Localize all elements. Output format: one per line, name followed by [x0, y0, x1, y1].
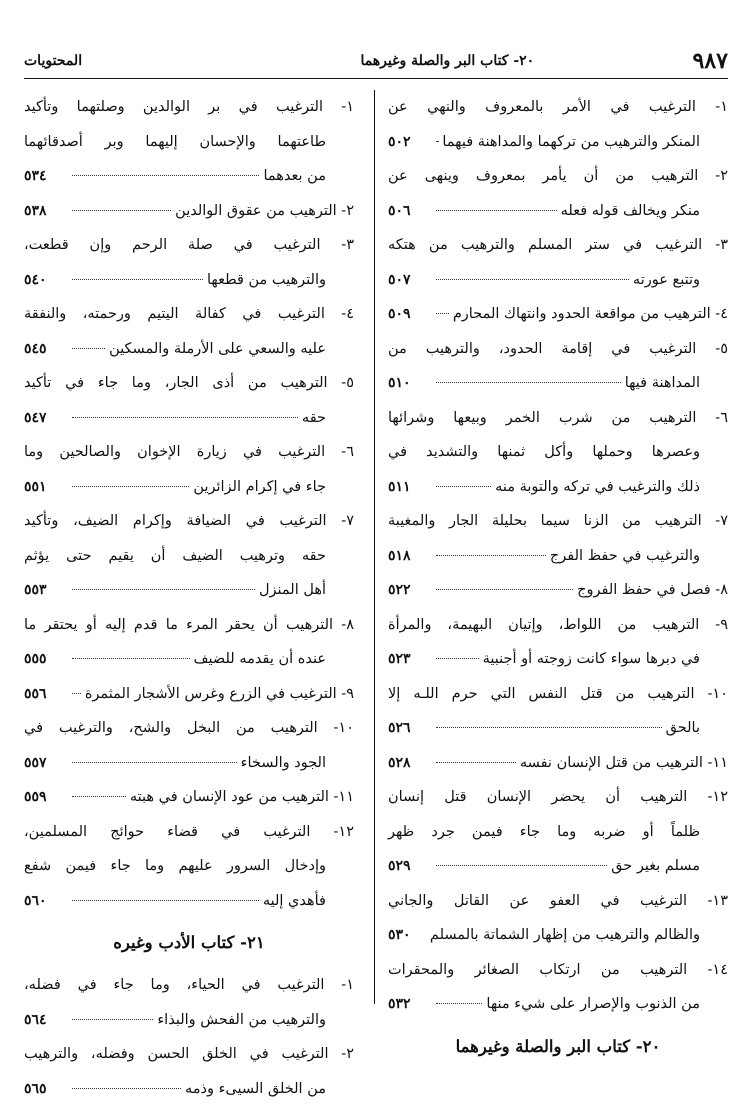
toc-entry-text: ١- الترغيب في الأمر بالمعروف والنهي عن: [388, 90, 728, 125]
toc-entry[interactable]: [24, 504, 354, 608]
toc-entry[interactable]: [388, 159, 728, 228]
toc-entry-line: [388, 332, 728, 367]
toc-entry[interactable]: [24, 711, 354, 780]
toc-entry-line: [388, 297, 728, 332]
toc-entry-text: والترهيب من الفحش والبذاء: [157, 1003, 326, 1038]
toc-entry[interactable]: [388, 953, 728, 1022]
section-heading-birr: ٢٠- كتاب البر والصلة وغيرهما: [388, 1022, 728, 1072]
toc-page-number: ٥٣٨: [24, 194, 68, 229]
toc-entry[interactable]: [388, 504, 728, 573]
toc-entry-line: [24, 711, 354, 746]
dot-leader: [436, 486, 491, 487]
toc-entry-line: [388, 573, 728, 608]
toc-entry-line: [388, 435, 728, 470]
toc-entry-text: ٣- الترغيب في صلة الرحم وإن قطعت،: [24, 228, 354, 263]
toc-entry-text: فأهدي إليه: [263, 884, 326, 919]
toc-entry[interactable]: [24, 297, 354, 366]
dot-leader: [436, 555, 546, 556]
toc-entry[interactable]: [388, 780, 728, 884]
toc-entry-text: ٨- فصل في حفظ الفروج: [577, 573, 728, 608]
toc-page-number: ٥٤٠: [24, 263, 68, 298]
toc-entry-text: ٥- الترغيب في إقامة الحدود، والترهيب من: [388, 332, 728, 367]
toc-page-number: ٥٤٧: [24, 401, 68, 436]
toc-entry-text: ظلماً أو ضربه وما جاء فيمن جرد ظهر: [388, 815, 700, 850]
dot-leader: [436, 727, 662, 728]
toc-entry-line: [388, 780, 728, 815]
dot-leader: [436, 141, 438, 142]
dot-leader: [72, 658, 190, 659]
dot-leader: [72, 279, 203, 280]
toc-entry-text: ٤- الترغيب في كفالة اليتيم ورحمته، والنفقة: [24, 297, 354, 332]
dot-leader: [436, 865, 607, 866]
toc-page-number: ٥٠٧: [388, 263, 432, 298]
toc-entry-text: الجود والسخاء: [241, 746, 326, 781]
toc-entry[interactable]: [388, 228, 728, 297]
toc-entry[interactable]: [388, 677, 728, 746]
toc-entry-text: وتتبع عورته: [633, 263, 700, 298]
toc-page-number: ٥٥٥: [24, 642, 68, 677]
toc-entry-line: [24, 1037, 354, 1072]
toc-page-number: ٥١٠: [388, 366, 432, 401]
dot-leader: [436, 1003, 482, 1004]
page-number: ٩٨٧: [693, 48, 728, 74]
dot-leader: [72, 486, 189, 487]
toc-entry-line: [388, 263, 728, 298]
toc-entry-line: [388, 194, 728, 229]
dot-leader: [436, 658, 479, 659]
toc-entry-line: [388, 228, 728, 263]
toc-entry-text: من الذنوب والإصرار على شيء منها: [486, 987, 700, 1022]
toc-entry-text: ٢- الترغيب في الخلق الحسن وفضله، والترهيب: [24, 1037, 354, 1072]
dot-leader: [436, 382, 621, 383]
toc-entry-line: [24, 884, 354, 919]
toc-entry-text: حقه وترهيب الضيف أن يقيم حتى يؤثم: [24, 539, 326, 574]
toc-entry-line: [388, 504, 728, 539]
dot-leader: [72, 417, 298, 418]
toc-page-number: ٥٢٢: [388, 573, 432, 608]
toc-page-number: ٥٥١: [24, 470, 68, 505]
toc-entry[interactable]: [24, 228, 354, 297]
left-column: [24, 90, 354, 1106]
toc-entry-line: [388, 366, 728, 401]
toc-page-number: ٥٢٩: [388, 849, 432, 884]
toc-page-number: ٥٣٠: [388, 918, 422, 953]
toc-entry-line: [388, 953, 728, 988]
toc-entry-line: [24, 1072, 354, 1106]
dot-leader: [72, 693, 81, 694]
toc-entry-line: [388, 987, 728, 1022]
toc-entry-line: [24, 366, 354, 401]
dot-leader: [72, 762, 237, 763]
toc-entry-text: مسلم بغير حق: [611, 849, 700, 884]
toc-entry-line: [388, 677, 728, 712]
dot-leader: [72, 589, 255, 590]
toc-entry-line: [388, 918, 728, 953]
toc-page-number: ٥٤٥: [24, 332, 68, 367]
toc-page-number: ٥٢٦: [388, 711, 432, 746]
toc-entry[interactable]: [388, 401, 728, 505]
toc-entry[interactable]: [388, 746, 728, 781]
toc-entry-line: [388, 125, 728, 160]
toc-entry-line: [388, 642, 728, 677]
toc-entry-text: ١٢- الترغيب في قضاء حوائج المسلمين،: [24, 815, 354, 850]
toc-page-number: ٥٠٩: [388, 297, 432, 332]
toc-page-number: ٥٣٤: [24, 159, 68, 194]
toc-entry[interactable]: [24, 968, 354, 1037]
dot-leader: [72, 1088, 181, 1089]
toc-entry-text: جاء في إكرام الزائرين: [193, 470, 326, 505]
toc-entry-line: [388, 401, 728, 436]
toc-entry-line: [24, 194, 354, 229]
toc-entry-line: [24, 780, 354, 815]
toc-entry-text: وعصرها وحملها وأكل ثمنها والتشديد في: [388, 435, 700, 470]
toc-entry-text: من الخلق السيىء وذمه: [185, 1072, 326, 1106]
toc-page-number: ٥٠٢: [388, 125, 432, 160]
dot-leader: [72, 900, 259, 901]
toc-entry-text: ٧- الترهيب من الزنا سيما بحليلة الجار والمغيبة: [388, 504, 728, 539]
toc-page-number: ٥١٨: [388, 539, 432, 574]
toc-entry-text: المداهنة فيها: [625, 366, 700, 401]
toc-entry-line: [388, 608, 728, 643]
toc-page-number: ٥٦٠: [24, 884, 68, 919]
toc-page-number: ٥٠٦: [388, 194, 432, 229]
toc-page-number: ٥٢٨: [388, 746, 432, 781]
toc-entry-line: [24, 228, 354, 263]
toc-entry[interactable]: [24, 677, 354, 712]
toc-entry-line: [24, 642, 354, 677]
section-heading-adab: ٢١- كتاب الأدب وغيره: [24, 918, 354, 968]
toc-entry-text: حقه: [302, 401, 326, 436]
toc-entry-line: [24, 815, 354, 850]
toc-entry-text: ٤- الترهيب من مواقعة الحدود وانتهاك المحارم: [453, 297, 728, 332]
dot-leader: [72, 210, 171, 211]
toc-page-number: ٥٢٣: [388, 642, 432, 677]
toc-entry-text: ٩- الترغيب في الزرع وغرس الأشجار المثمرة: [85, 677, 354, 712]
toc-entry-text: ٢- الترهيب من أن يأمر بمعروف وينهى عن: [388, 159, 728, 194]
toc-entry[interactable]: [24, 366, 354, 435]
dot-leader: [436, 279, 629, 280]
toc-entry[interactable]: [388, 332, 728, 401]
toc-entry-line: [24, 1003, 354, 1038]
toc-entry-line: [24, 125, 354, 160]
dot-leader: [436, 210, 557, 211]
toc-entry-line: [24, 470, 354, 505]
toc-entry-text: ٦- الترغيب في زيارة الإخوان والصالحين وما: [24, 435, 354, 470]
toc-entry-text: ٦- الترهيب من شرب الخمر وبيعها وشرائها: [388, 401, 728, 436]
toc-page-number: ٥٣٢: [388, 987, 432, 1022]
toc-entry-line: [388, 539, 728, 574]
toc-entry-line: [24, 849, 354, 884]
toc-entry-text: ١٣- الترغيب في العفو عن القاتل والجاني: [388, 884, 728, 919]
toc-entry-text: في دبرها سواء كانت زوجته أو أجنبية: [483, 642, 700, 677]
toc-entry-text: ٨- الترهيب أن يحقر المرء ما قدم إليه أو يحتقر ما: [24, 608, 354, 643]
toc-entry-line: [24, 435, 354, 470]
toc-entry[interactable]: [388, 608, 728, 677]
toc-entry-text: والترهيب من قطعها: [207, 263, 326, 298]
toc-entry-line: [388, 815, 728, 850]
toc-page-number: ٥٥٩: [24, 780, 68, 815]
toc-entry[interactable]: [24, 780, 354, 815]
toc-page-number: ٥١١: [388, 470, 432, 505]
dot-leader: [72, 175, 259, 176]
toc-entry-line: [24, 608, 354, 643]
toc-entry-line: [24, 263, 354, 298]
toc-entry-text: ٢- الترهيب من عقوق الوالدين: [175, 194, 354, 229]
column-divider: [374, 90, 375, 1004]
toc-entry-text: ٩- الترهيب من اللواط، وإتيان البهيمة، والمرأة: [388, 608, 728, 643]
toc-entry-text: المنكر والترهيب من تركهما والمداهنة فيهما: [442, 125, 700, 160]
dot-leader: [72, 1019, 153, 1020]
toc-entry-line: [24, 746, 354, 781]
toc-entry-line: [24, 159, 354, 194]
toc-entry[interactable]: [24, 608, 354, 677]
toc-entry-text: وإدخال السرور عليهم وما جاء فيمن شفع: [24, 849, 326, 884]
toc-entry-line: [388, 884, 728, 919]
toc-entry-text: ٧- الترغيب في الضيافة وإكرام الضيف، وتأكيد: [24, 504, 354, 539]
toc-entry[interactable]: [388, 90, 728, 159]
dot-leader: [436, 313, 449, 314]
toc-entry-line: [24, 677, 354, 712]
toc-entry-line: [24, 90, 354, 125]
toc-entry-text: ١٤- الترهيب من ارتكاب الصغائر والمحقرات: [388, 953, 728, 988]
toc-entry-text: ١- الترغيب في الحياء، وما جاء في فضله،: [24, 968, 354, 1003]
toc-entry-line: [388, 711, 728, 746]
toc-entry-text: ١- الترغيب في بر الوالدين وصلتهما وتأكيد: [24, 90, 354, 125]
toc-entry[interactable]: [24, 435, 354, 504]
toc-entry[interactable]: [388, 297, 728, 332]
toc-entry-text: ٥- الترهيب من أذى الجار، وما جاء في تأكيد: [24, 366, 354, 401]
toc-entry-line: [24, 573, 354, 608]
dot-leader: [72, 796, 126, 797]
toc-entry-line: [24, 401, 354, 436]
toc-page-number: ٥٦٤: [24, 1003, 68, 1038]
toc-entry-text: ٣- الترغيب في ستر المسلم والترهيب من هتكه: [388, 228, 728, 263]
toc-entry-text: عنده أن يقدمه للضيف: [194, 642, 326, 677]
toc-entry-text: منكر ويخالف قوله فعله: [561, 194, 700, 229]
toc-entry[interactable]: [24, 90, 354, 194]
toc-entry[interactable]: [388, 884, 728, 953]
toc-entry-line: [388, 470, 728, 505]
toc-entry-line: [24, 297, 354, 332]
toc-entry[interactable]: [24, 194, 354, 229]
toc-entry-text: ١١- الترهيب من عود الإنسان في هبته: [130, 780, 354, 815]
toc-entry-text: طاعتهما والإحسان إليهما وبر أصدقائهما: [24, 125, 326, 160]
toc-entry-line: [24, 504, 354, 539]
toc-entry-text: والترغيب في حفظ الفرج: [550, 539, 700, 574]
right-column: [388, 90, 728, 1072]
page-header: [24, 44, 728, 79]
toc-entry-line: [388, 746, 728, 781]
toc-entry-text: من بعدهما: [263, 159, 326, 194]
toc-entry-line: [388, 90, 728, 125]
toc-entry-text: ١١- الترهيب من قتل الإنسان نفسه: [520, 746, 728, 781]
toc-entry-line: [24, 968, 354, 1003]
toc-entry-text: ذلك والترغيب في تركه والتوبة منه: [495, 470, 700, 505]
toc-entry-line: [24, 332, 354, 367]
contents-label: المحتويات: [24, 53, 82, 69]
dot-leader: [436, 589, 573, 590]
toc-entry[interactable]: [24, 1037, 354, 1106]
toc-entry-text: ١٠- الترهيب من البخل والشح، والترغيب في: [24, 711, 354, 746]
dot-leader: [436, 762, 516, 763]
running-chapter-title: ٢٠- كتاب البر والصلة وغيرهما: [82, 53, 756, 69]
toc-entry-text: ١٠- الترهيب من قتل النفس التي حرم اللـه إلا: [388, 677, 728, 712]
toc-page-number: ٥٥٣: [24, 573, 68, 608]
toc-entry-line: [388, 849, 728, 884]
toc-entry-text: والظالم والترهيب من إظهار الشماتة بالمسلم: [430, 918, 700, 953]
toc-page-number: ٥٥٦: [24, 677, 68, 712]
toc-entry-text: أهل المنزل: [259, 573, 326, 608]
dot-leader: [72, 348, 105, 349]
toc-entry-line: [24, 539, 354, 574]
toc-page-number: ٥٥٧: [24, 746, 68, 781]
toc-page-number: ٥٦٥: [24, 1072, 68, 1106]
toc-entry[interactable]: [388, 573, 728, 608]
toc-entry-text: عليه والسعي على الأرملة والمسكين: [109, 332, 326, 367]
toc-entry[interactable]: [24, 815, 354, 919]
toc-entry-line: [388, 159, 728, 194]
toc-entry-text: ١٢- الترهيب أن يحضر الإنسان قتل إنسان: [388, 780, 728, 815]
toc-entry-text: بالحق: [666, 711, 700, 746]
